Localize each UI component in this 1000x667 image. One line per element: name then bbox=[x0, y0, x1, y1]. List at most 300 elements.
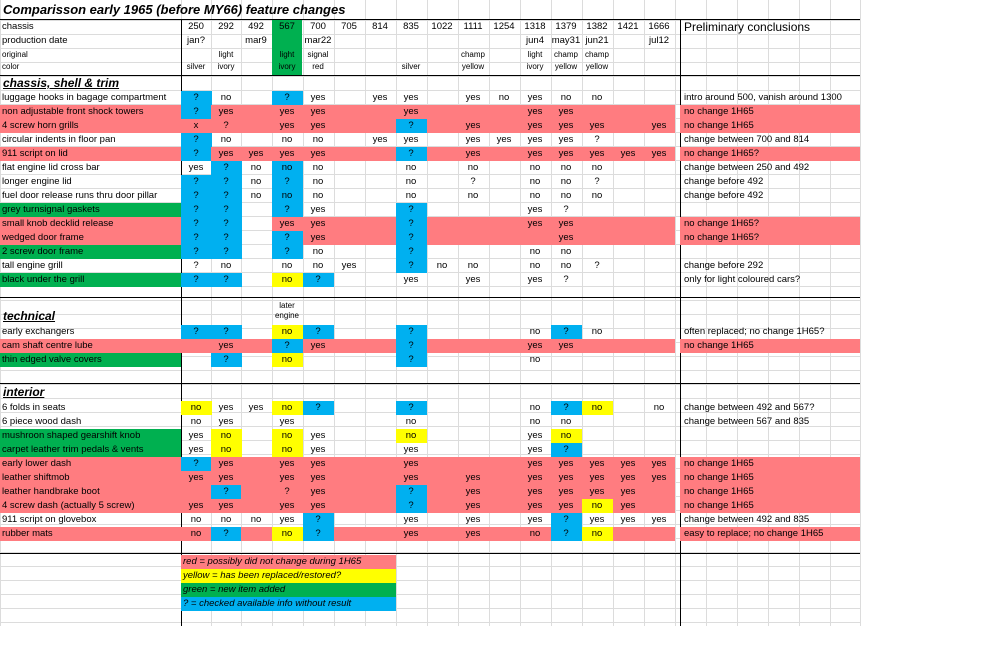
cell-fill bbox=[644, 499, 675, 513]
table-cell: yes bbox=[310, 232, 326, 243]
conclusions-header: Preliminary conclusions bbox=[684, 20, 811, 34]
cell-fill bbox=[458, 105, 489, 119]
cell-fill bbox=[613, 231, 644, 245]
cell-fill bbox=[520, 231, 551, 245]
table-cell: yes bbox=[589, 120, 605, 131]
row-conclusion: no change 1H65 bbox=[684, 486, 754, 497]
table-cell: ? bbox=[284, 232, 290, 243]
table-cell: ? bbox=[408, 120, 414, 131]
table-cell: yes bbox=[651, 120, 667, 131]
table-cell: ? bbox=[193, 204, 199, 215]
row-conclusion: no change 1H65? bbox=[684, 218, 760, 229]
row-label: 4 screw horn grills bbox=[2, 120, 79, 131]
table-cell: yes bbox=[589, 148, 605, 159]
table-cell: ? bbox=[193, 106, 199, 117]
table-cell: ? bbox=[563, 204, 569, 215]
table-cell: ? bbox=[193, 134, 199, 145]
table-cell: ? bbox=[594, 176, 600, 187]
table-cell: ? bbox=[223, 190, 229, 201]
cell-fill bbox=[613, 527, 644, 541]
table-cell: yes bbox=[218, 106, 234, 117]
row-conclusion: no change 1H65 bbox=[684, 458, 754, 469]
table-cell: yes bbox=[310, 106, 326, 117]
cell-fill bbox=[365, 217, 396, 231]
cell-fill bbox=[427, 119, 458, 133]
table-cell: ? bbox=[223, 354, 229, 365]
row-label: 2 screw door frame bbox=[2, 246, 84, 257]
cell-fill bbox=[365, 119, 396, 133]
table-cell: yes bbox=[465, 528, 481, 539]
table-cell: ? bbox=[223, 246, 229, 257]
table-cell: yes bbox=[403, 458, 419, 469]
table-cell: yes bbox=[218, 416, 234, 427]
table-cell: yes bbox=[279, 148, 295, 159]
color-line-1: signal bbox=[307, 50, 329, 59]
production-date bbox=[458, 34, 488, 48]
table-cell: ? bbox=[284, 92, 290, 103]
table-cell: no bbox=[405, 416, 417, 427]
table-cell: yes bbox=[372, 92, 388, 103]
table-cell: yes bbox=[310, 472, 326, 483]
section-title-chassis: chassis, shell & trim bbox=[3, 76, 120, 90]
table-cell: ? bbox=[594, 134, 600, 145]
row-label: black under the grill bbox=[2, 274, 85, 285]
table-cell: yes bbox=[496, 134, 512, 145]
table-cell: yes bbox=[465, 500, 481, 511]
color-line-2 bbox=[644, 62, 674, 71]
table-cell: ? bbox=[315, 274, 321, 285]
table-cell: yes bbox=[403, 106, 419, 117]
legend-item: red = possibly did not change during 1H65 bbox=[183, 556, 362, 567]
row-label: non adjustable front shock towers bbox=[2, 106, 144, 117]
table-cell: ? bbox=[408, 204, 414, 215]
row-label: longer engine lid bbox=[2, 176, 72, 187]
table-cell: yes bbox=[403, 514, 419, 525]
row-label: early exchangers bbox=[2, 326, 75, 337]
cell-fill bbox=[365, 147, 396, 161]
color-line-2: red bbox=[312, 62, 324, 71]
table-cell: yes bbox=[465, 486, 481, 497]
table-cell: no bbox=[220, 444, 232, 455]
table-cell: ? bbox=[223, 176, 229, 187]
table-cell: yes bbox=[279, 120, 295, 131]
color-line-2 bbox=[427, 62, 457, 71]
table-cell: ? bbox=[193, 326, 199, 337]
table-cell: no bbox=[591, 326, 603, 337]
cell-fill bbox=[334, 457, 365, 471]
chassis-number: 1421 bbox=[617, 21, 639, 32]
table-cell: no bbox=[436, 260, 448, 271]
color-line-2: silver bbox=[186, 62, 206, 71]
table-cell: no bbox=[220, 134, 232, 145]
cell-fill bbox=[582, 105, 613, 119]
cell-fill bbox=[489, 105, 520, 119]
cell-fill bbox=[365, 105, 396, 119]
table-cell: yes bbox=[218, 500, 234, 511]
cell-fill bbox=[489, 231, 520, 245]
table-cell: no bbox=[312, 162, 324, 173]
table-cell: no bbox=[560, 430, 572, 441]
color-line-2 bbox=[489, 62, 519, 71]
cell-fill bbox=[365, 339, 396, 353]
production-date bbox=[613, 34, 643, 48]
table-cell: yes bbox=[218, 472, 234, 483]
cell-fill bbox=[644, 217, 675, 231]
cell-fill bbox=[582, 231, 613, 245]
table-cell: no bbox=[591, 190, 603, 201]
table-cell: yes bbox=[279, 500, 295, 511]
table-cell: no bbox=[281, 444, 293, 455]
table-cell: no bbox=[190, 514, 202, 525]
table-cell: no bbox=[529, 326, 541, 337]
table-cell: ? bbox=[408, 260, 414, 271]
table-cell: no bbox=[498, 92, 510, 103]
production-date: jan? bbox=[187, 35, 205, 46]
row-label: mushroon shaped gearshift knob bbox=[2, 430, 141, 441]
table-cell: no bbox=[312, 246, 324, 257]
cell-fill bbox=[365, 499, 396, 513]
row-conclusion: no change 1H65 bbox=[684, 500, 754, 511]
cell-fill bbox=[458, 217, 489, 231]
table-cell: yes bbox=[310, 444, 326, 455]
chassis-number: 1318 bbox=[524, 21, 546, 32]
color-label-2: color bbox=[2, 62, 20, 71]
row-conclusion: only for light coloured cars? bbox=[684, 274, 801, 285]
table-cell: yes bbox=[558, 458, 574, 469]
color-line-1 bbox=[427, 50, 457, 59]
cell-fill bbox=[613, 105, 644, 119]
table-cell: yes bbox=[188, 430, 204, 441]
row-conclusion: change before 492 bbox=[684, 190, 764, 201]
table-cell: ? bbox=[563, 326, 569, 337]
table-cell: no bbox=[560, 416, 572, 427]
table-cell: yes bbox=[527, 204, 543, 215]
color-line-2: silver bbox=[401, 62, 421, 71]
table-cell: yes bbox=[558, 232, 574, 243]
table-cell: yes bbox=[188, 472, 204, 483]
table-cell: ? bbox=[193, 148, 199, 159]
table-cell: no bbox=[281, 162, 293, 173]
cell-fill bbox=[613, 339, 644, 353]
table-cell: yes bbox=[403, 274, 419, 285]
cell-fill bbox=[489, 471, 520, 485]
table-cell: ? bbox=[408, 500, 414, 511]
table-cell: yes bbox=[188, 500, 204, 511]
table-cell: yes bbox=[651, 472, 667, 483]
cell-fill bbox=[334, 231, 365, 245]
row-label: early lower dash bbox=[2, 458, 72, 469]
table-cell: ? bbox=[223, 218, 229, 229]
row-label: 911 script on glovebox bbox=[2, 514, 97, 525]
table-cell: yes bbox=[310, 340, 326, 351]
row-conclusion: change between 492 and 835 bbox=[684, 514, 810, 525]
color-line-2: yellow bbox=[554, 62, 578, 71]
table-cell: no bbox=[529, 246, 541, 257]
chassis-number: 250 bbox=[188, 21, 204, 32]
table-cell: yes bbox=[310, 204, 326, 215]
table-cell: yes bbox=[465, 120, 481, 131]
table-cell: yes bbox=[403, 92, 419, 103]
table-cell: yes bbox=[218, 402, 234, 413]
color-line-1: light bbox=[527, 50, 543, 59]
table-cell: ? bbox=[408, 232, 414, 243]
table-cell: ? bbox=[193, 274, 199, 285]
table-cell: yes bbox=[558, 148, 574, 159]
table-cell: yes bbox=[372, 134, 388, 145]
table-cell: no bbox=[281, 528, 293, 539]
table-cell: yes bbox=[310, 430, 326, 441]
table-cell: yes bbox=[218, 148, 234, 159]
production-date bbox=[365, 34, 395, 48]
cell-fill bbox=[334, 471, 365, 485]
legend-item: ? = checked available info without result bbox=[183, 598, 352, 609]
row-label: circular indents in floor pan bbox=[2, 134, 116, 145]
table-cell: ? bbox=[408, 340, 414, 351]
row-label: luggage hooks in bagage compartment bbox=[2, 92, 167, 103]
chassis-number: 492 bbox=[248, 21, 264, 32]
color-line-1 bbox=[489, 50, 519, 59]
row-conclusion: change between 567 and 835 bbox=[684, 416, 810, 427]
table-cell: yes bbox=[279, 416, 295, 427]
table-cell: no bbox=[281, 134, 293, 145]
color-line-1: champ bbox=[460, 50, 485, 59]
sheet-title: Comparisson early 1965 (before MY66) feature changes bbox=[3, 2, 346, 17]
cell-fill bbox=[334, 147, 365, 161]
section-title-technical: technical bbox=[3, 309, 56, 323]
table-cell: yes bbox=[310, 218, 326, 229]
table-cell: no bbox=[591, 500, 603, 511]
production-date: jun21 bbox=[585, 35, 609, 46]
cell-fill bbox=[644, 105, 675, 119]
table-cell: ? bbox=[223, 274, 229, 285]
table-cell: yes bbox=[527, 106, 543, 117]
table-cell: yes bbox=[218, 340, 234, 351]
table-cell: no bbox=[405, 162, 417, 173]
table-cell: ? bbox=[193, 232, 199, 243]
cell-fill bbox=[427, 217, 458, 231]
section-divider bbox=[0, 297, 860, 298]
table-cell: no bbox=[250, 162, 262, 173]
color-line-1 bbox=[365, 50, 395, 59]
table-cell: yes bbox=[527, 472, 543, 483]
table-cell: yes bbox=[465, 274, 481, 285]
cell-fill bbox=[644, 231, 675, 245]
table-cell: no bbox=[281, 354, 293, 365]
cell-fill bbox=[489, 527, 520, 541]
table-cell: no bbox=[560, 162, 572, 173]
table-cell: no bbox=[591, 402, 603, 413]
table-cell: yes bbox=[341, 260, 357, 271]
table-cell: no bbox=[529, 260, 541, 271]
row-label: leather handbrake boot bbox=[2, 486, 100, 497]
table-cell: yes bbox=[527, 274, 543, 285]
color-line-1 bbox=[241, 50, 271, 59]
table-cell: no bbox=[529, 176, 541, 187]
table-cell: yes bbox=[527, 218, 543, 229]
table-cell: no bbox=[220, 430, 232, 441]
table-cell: yes bbox=[527, 486, 543, 497]
chassis-number: 1022 bbox=[431, 21, 453, 32]
table-cell: no bbox=[529, 416, 541, 427]
table-cell: no bbox=[529, 402, 541, 413]
color-line-1: light bbox=[218, 50, 234, 59]
table-cell: ? bbox=[223, 486, 229, 497]
table-cell: ? bbox=[563, 444, 569, 455]
table-cell: no bbox=[190, 402, 202, 413]
color-line-1: light bbox=[279, 50, 295, 59]
table-cell: no bbox=[529, 162, 541, 173]
table-cell: no bbox=[591, 92, 603, 103]
cell-fill bbox=[241, 499, 272, 513]
cell-fill bbox=[613, 217, 644, 231]
cell-fill bbox=[334, 499, 365, 513]
table-cell: yes bbox=[558, 486, 574, 497]
table-cell: no bbox=[281, 190, 293, 201]
section-divider bbox=[0, 553, 860, 554]
cell-fill bbox=[489, 485, 520, 499]
table-cell: yes bbox=[558, 340, 574, 351]
table-cell: yes bbox=[465, 92, 481, 103]
chassis-number: 567 bbox=[279, 21, 295, 32]
table-cell: ? bbox=[193, 176, 199, 187]
cell-fill bbox=[427, 499, 458, 513]
row-label: 4 screw dash (actually 5 screw) bbox=[2, 500, 135, 511]
table-cell: no bbox=[467, 190, 479, 201]
later-engine-note: later bbox=[279, 301, 295, 310]
table-cell: yes bbox=[527, 92, 543, 103]
table-cell: yes bbox=[403, 134, 419, 145]
cell-fill bbox=[334, 217, 365, 231]
table-cell: no bbox=[560, 190, 572, 201]
table-cell: no bbox=[220, 92, 232, 103]
table-cell: ? bbox=[594, 260, 600, 271]
production-date bbox=[489, 34, 519, 48]
color-line-2: ivory bbox=[278, 62, 296, 71]
cell-fill bbox=[181, 485, 212, 499]
row-conclusion: change between 700 and 814 bbox=[684, 134, 810, 145]
table-cell: ? bbox=[408, 402, 414, 413]
cell-fill bbox=[427, 105, 458, 119]
row-conclusion: no change 1H65 bbox=[684, 340, 754, 351]
section-divider bbox=[0, 19, 860, 20]
table-cell: ? bbox=[284, 204, 290, 215]
table-cell: yes bbox=[651, 458, 667, 469]
row-label: 911 script on lid bbox=[2, 148, 68, 159]
cell-fill bbox=[582, 217, 613, 231]
table-cell: ? bbox=[284, 340, 290, 351]
table-cell: yes bbox=[620, 486, 636, 497]
table-cell: no bbox=[190, 528, 202, 539]
table-cell: ? bbox=[408, 148, 414, 159]
table-cell: ? bbox=[563, 274, 569, 285]
table-cell: yes bbox=[527, 458, 543, 469]
row-label: fuel door release runs thru door pillar bbox=[2, 190, 158, 201]
table-cell: ? bbox=[315, 528, 321, 539]
table-cell: yes bbox=[310, 92, 326, 103]
cell-fill bbox=[241, 119, 272, 133]
production-date: mar22 bbox=[304, 35, 332, 46]
table-cell: yes bbox=[310, 500, 326, 511]
table-cell: no bbox=[467, 162, 479, 173]
cell-fill bbox=[613, 119, 644, 133]
table-cell: yes bbox=[527, 430, 543, 441]
cell-fill bbox=[365, 457, 396, 471]
table-cell: yes bbox=[558, 106, 574, 117]
table-cell: yes bbox=[527, 340, 543, 351]
cell-fill bbox=[489, 217, 520, 231]
row-conclusion: no change 1H65 bbox=[684, 472, 754, 483]
color-line-1 bbox=[644, 50, 674, 59]
row-label: flat engine lid cross bar bbox=[2, 162, 100, 173]
cell-fill bbox=[241, 485, 272, 499]
color-label-1: original bbox=[2, 50, 28, 59]
table-cell: ? bbox=[193, 260, 199, 271]
color-line-1: champ bbox=[553, 50, 578, 59]
table-cell: yes bbox=[248, 148, 264, 159]
row-conclusion: no change 1H65 bbox=[684, 106, 754, 117]
table-cell: yes bbox=[620, 458, 636, 469]
cell-fill bbox=[365, 527, 396, 541]
section-title-interior: interior bbox=[3, 385, 45, 399]
row-label: 6 folds in seats bbox=[2, 402, 66, 413]
table-cell: ? bbox=[563, 402, 569, 413]
table-cell: no bbox=[529, 528, 541, 539]
production-date bbox=[427, 34, 457, 48]
cell-fill bbox=[427, 339, 458, 353]
cell-fill bbox=[365, 485, 396, 499]
table-cell: no bbox=[250, 176, 262, 187]
table-cell: ? bbox=[223, 232, 229, 243]
row-label: rubber mats bbox=[2, 528, 53, 539]
table-cell: no bbox=[405, 430, 417, 441]
table-cell: ? bbox=[223, 326, 229, 337]
cell-fill bbox=[334, 105, 365, 119]
color-line-2 bbox=[241, 62, 271, 71]
row-conclusion: no change 1H65 bbox=[684, 120, 754, 131]
cell-fill bbox=[241, 457, 272, 471]
row-label: 6 piece wood dash bbox=[2, 416, 82, 427]
color-line-2: ivory bbox=[526, 62, 544, 71]
table-cell: ? bbox=[193, 92, 199, 103]
chassis-number: 1666 bbox=[648, 21, 670, 32]
cell-fill bbox=[644, 339, 675, 353]
production-date: jun4 bbox=[526, 35, 544, 46]
table-cell: no bbox=[281, 430, 293, 441]
chassis-number: 814 bbox=[372, 21, 388, 32]
table-cell: ? bbox=[223, 204, 229, 215]
cell-fill bbox=[181, 339, 212, 353]
table-cell: yes bbox=[403, 472, 419, 483]
production-date bbox=[396, 34, 426, 48]
table-cell: ? bbox=[284, 486, 290, 497]
table-cell: yes bbox=[403, 444, 419, 455]
table-cell: ? bbox=[408, 354, 414, 365]
later-engine-note: engine bbox=[274, 311, 300, 320]
table-cell: no bbox=[190, 416, 202, 427]
color-line-2: ivory bbox=[217, 62, 235, 71]
table-cell: ? bbox=[408, 326, 414, 337]
cell-fill bbox=[241, 339, 272, 353]
cell-fill bbox=[644, 527, 675, 541]
cell-fill bbox=[644, 485, 675, 499]
table-cell: ? bbox=[408, 486, 414, 497]
cell-fill bbox=[489, 499, 520, 513]
row-conclusion: change before 292 bbox=[684, 260, 764, 271]
production-label: production date bbox=[2, 35, 68, 46]
table-cell: no bbox=[405, 176, 417, 187]
table-cell: ? bbox=[223, 528, 229, 539]
table-cell: yes bbox=[527, 120, 543, 131]
